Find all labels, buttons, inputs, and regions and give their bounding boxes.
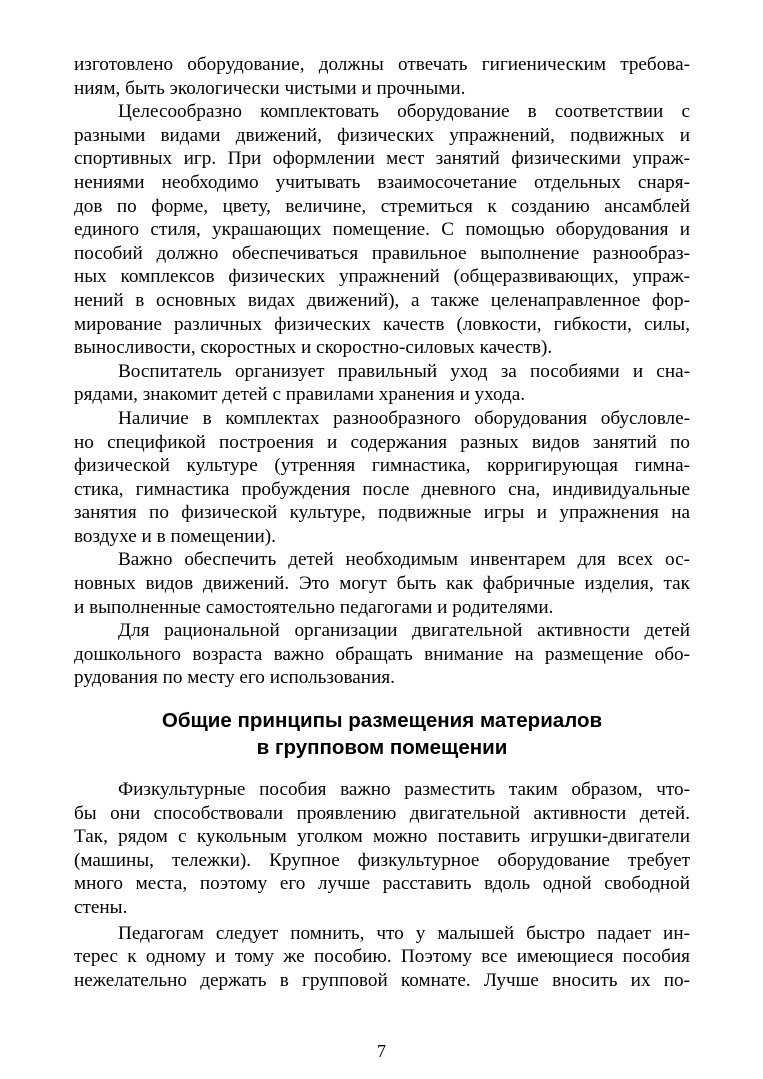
text-line: воздухе и в помещении). <box>74 525 276 547</box>
text-line: Воспитатель организует правильный уход за пособиями и сна- <box>118 360 690 382</box>
text-line: Физкультурные пособия важно разместить таким образом, что- <box>118 779 690 801</box>
text-line: Педагогам следует помнить, что у малышей быстро падает ин- <box>118 922 690 944</box>
text-line: ных комплексов физических упражнений (общеразвивающих, упраж- <box>74 266 690 288</box>
text-line: стика, гимнастика пробуждения после дневного сна, индивидуальные <box>74 478 690 500</box>
text-line: физической культуре (утренняя гимнастика, корригирующая гимна- <box>74 455 690 477</box>
text-line: рядами, знакомит детей с правилами хранения и ухода. <box>74 384 526 406</box>
text-line: бы они способствовали проявлению двигательной активности детей. <box>74 802 690 824</box>
section-heading <box>74 707 690 761</box>
text-line: дов по форме, цвету, величине, стремиться к созданию ансамблей <box>74 195 690 217</box>
page-body <box>74 53 690 992</box>
text-line: новных видов движений. Это могут быть как фабричные изделия, так <box>74 573 690 595</box>
text-line: выносливости, скоростных и скоростно-силовых качеств). <box>74 337 553 359</box>
text-line: нений в основных видах движений), а также целенаправленное фор- <box>74 289 690 311</box>
paragraph-variety <box>74 407 690 549</box>
text-line: нежелательно держать в групповой комнате. Лучше вносить их по- <box>74 969 690 991</box>
text-line: нениями необходимо учитывать взаимосочетание отдельных снаря- <box>74 171 690 193</box>
paragraph-interest <box>74 922 690 993</box>
paragraph-placement <box>74 619 690 690</box>
text-line: мирование различных физических качеств (ловкости, гибкости, силы, <box>74 313 690 335</box>
text-line: Наличие в комплектах разнообразного оборудования обусловле- <box>118 407 690 429</box>
paragraph-inventory <box>74 548 690 619</box>
paragraph-hygiene <box>74 53 690 100</box>
text-line: (машины, тележки). Крупное физкультурное оборудование требует <box>74 849 690 871</box>
text-line: Важно обеспечить детей необходимым инвентарем для всех ос- <box>118 549 690 571</box>
text-line: Целесообразно комплектовать оборудование в соответствии с <box>118 101 690 123</box>
text-line: пособий должно обеспечиваться правильное выполнение разнообраз- <box>74 242 690 264</box>
text-line: ниям, быть экологически чистыми и прочными. <box>74 77 466 99</box>
paragraph-equipment <box>74 100 690 360</box>
paragraph-sports-aids <box>74 778 690 920</box>
text-line: единого стиля, украшающих помещение. С помощью оборудования и <box>74 219 690 241</box>
text-line: и выполненные самостоятельно педагогами и родителями. <box>74 596 554 618</box>
text-line: разными видами движений, физических упражнений, подвижных и <box>74 124 690 146</box>
text-line: Для рациональной организации двигательной активности детей <box>118 620 690 642</box>
section-heading-line: в групповом помещении <box>256 736 508 760</box>
text-line: терес к одному и тому же пособию. Поэтому все имеющиеся пособия <box>74 946 690 968</box>
text-line: занятия по физической культуре, подвижные игры и упражнения на <box>74 502 690 524</box>
text-line: изготовлено оборудование, должны отвечать гигиеническим требова- <box>74 54 690 75</box>
text-line: Так, рядом с кукольным уголком можно поставить игрушки-двигатели <box>74 826 690 848</box>
text-line: стены. <box>74 897 128 918</box>
text-line: дошкольного возраста важно обращать внимание на размещение обо- <box>74 643 690 665</box>
text-line: много места, поэтому его лучше расставить вдоль одной свободной <box>74 873 690 895</box>
section-heading-line: Общие принципы размещения материалов <box>161 709 603 733</box>
text-line: рудования по месту его использования. <box>74 667 395 689</box>
paragraph-caretaker <box>74 360 690 407</box>
text-line: но спецификой построения и содержания разных видов занятий по <box>74 431 690 453</box>
page-number: 7 <box>377 1041 386 1061</box>
text-line: спортивных игр. При оформлении мест занятий физическими упраж- <box>74 148 690 170</box>
